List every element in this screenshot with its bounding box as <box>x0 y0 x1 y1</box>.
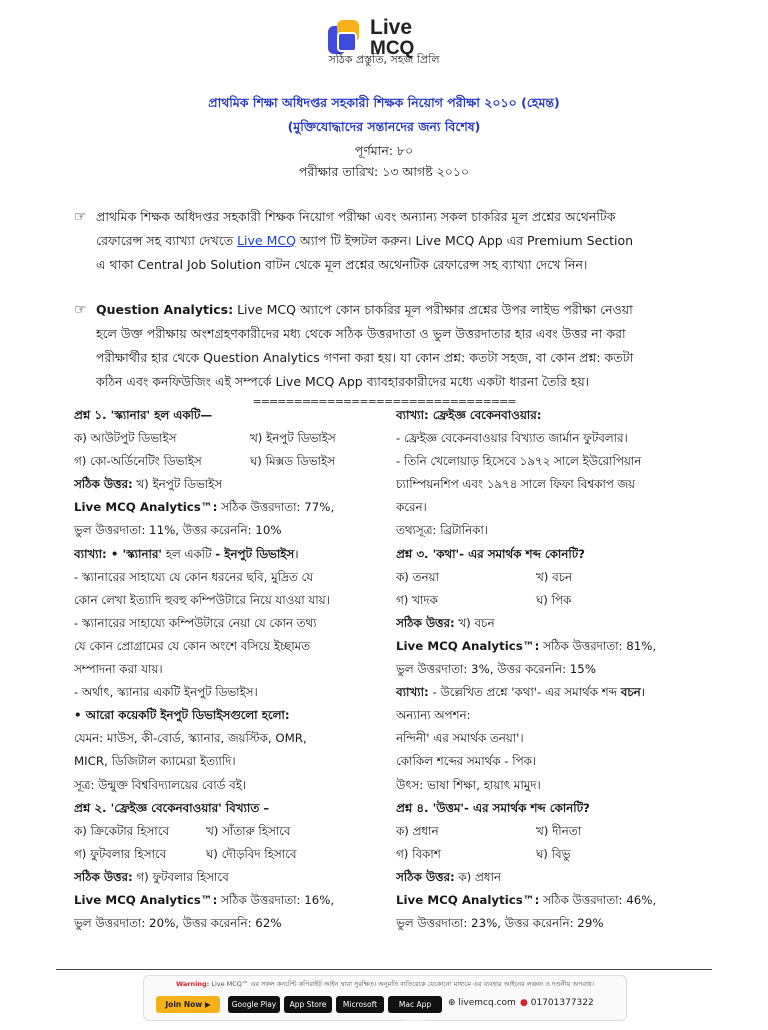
answer-text: গ) ফুটবলার হিসাবে <box>132 869 229 884</box>
analytics <box>396 889 726 912</box>
analytics-label: Live MCQ Analytics™: <box>396 638 540 653</box>
logo-text-live: Live <box>370 16 413 39</box>
source-line: উৎস: ভাষা শিক্ষা, হায়াৎ মামুদ। <box>396 777 541 792</box>
option: গ) ফুটবলার হিসাবে <box>74 846 167 861</box>
explanation-text: । <box>294 546 299 561</box>
logo-text-mcq: MCQ <box>370 38 415 59</box>
option: ঘ) পিক <box>536 592 572 607</box>
analytics-label: Live MCQ Analytics™: <box>74 892 218 907</box>
join-now-button[interactable]: Join Now ▶ <box>156 996 220 1013</box>
explanation-label: ব্যাখ্যা: • 'স্ক্যানার' <box>74 546 162 561</box>
phone-number: 01701377322 <box>530 998 594 1008</box>
analytics-line: ভুল উত্তরদাতা: 11%, উত্তর করেননি: 10% <box>74 523 282 538</box>
question-3: প্রশ্ন ৩. 'কথা'- এর সমার্থক শব্দ কোনটি? <box>396 546 585 561</box>
option: ঘ) বিভু <box>536 846 571 861</box>
explanation-line: নন্দিনী' এর সমার্থক তনয়া'। <box>396 731 524 746</box>
intro-line: পরীক্ষার্থীর হার থেকে Question Analytics গণনা করা হয়। যা কোন প্রশ্ন: কতটা সহজ, বা কোন প্রশ্ন: কতটা <box>96 350 634 365</box>
explanation-text: - উল্লেখিত প্রশ্নে 'কথা'- এর সমার্থক শব্দ <box>428 685 621 700</box>
footer-banner <box>143 975 627 1026</box>
options-row <box>74 427 404 450</box>
option: ক) ক্রিকেটার হিসাবে <box>74 823 170 838</box>
analytics <box>396 635 726 658</box>
analytics-text: সঠিক উত্তরদাতা: 77%, <box>217 500 335 515</box>
answer-text: খ) বচন <box>454 615 495 630</box>
intro-line <box>96 298 696 322</box>
correct-answer <box>396 612 726 635</box>
live-mcq-link[interactable]: Live MCQ <box>237 233 296 248</box>
question-2: প্রশ্ন ২. 'ফ্রেইজ্ঞ বেকেনবাওয়ার' বিখ্যাত – <box>74 800 270 815</box>
intro-line: প্রাথমিক শিক্ষক অধিদপ্তর সহকারী শিক্ষক নিয়োগ পরীক্ষা এবং অন্যান্য সকল চাকরির মূল প্রশ্নের অথেনটিক <box>96 209 616 224</box>
explanation <box>396 681 726 704</box>
footer-divider <box>56 969 712 970</box>
separator: ================================ <box>252 395 516 408</box>
option: ক) প্রধান <box>396 823 439 838</box>
option: খ) ইনপুট ডিভাইস <box>250 431 336 446</box>
analytics-text: সঠিক উত্তরদাতা: 46%, <box>539 892 657 907</box>
options-row <box>74 820 404 843</box>
app-store-button[interactable]: App Store <box>284 996 332 1013</box>
option: গ) বিকাশ <box>396 846 441 861</box>
analytics-line: ভুল উত্তরদাতা: 23%, উত্তর করেননি: 29% <box>396 916 604 931</box>
analytics <box>74 889 404 912</box>
source-line: সূত্র: উন্মুক্ত বিশ্ববিদ্যালয়ের বোর্ড বই। <box>74 777 247 792</box>
options-row <box>396 843 726 866</box>
intro-line: কঠিন এবং কনফিউজিং এই সম্পর্কে Live MCQ App ব্যাবহারকারীদের মধ্যে একটা ধারনা তৈরি হয়। <box>96 374 590 389</box>
explanation-line: অন্যান্য অপশন: <box>396 708 471 723</box>
phone <box>520 998 594 1008</box>
option: খ) দীনতা <box>536 823 581 838</box>
explanation-line: - স্ক্যানারের সাহায্যে যে কোন ধরনের ছবি, মুদ্রিত যে <box>74 569 314 584</box>
exam-title: প্রাথমিক শিক্ষা অধিদপ্তর সহকারী শিক্ষক নিয়োগ পরীক্ষা ২০১০ (হেমন্ত) <box>208 95 560 110</box>
analytics-line: ভুল উত্তরদাতা: 20%, উত্তর করেননি: 62% <box>74 916 282 931</box>
options-row <box>74 843 404 866</box>
warning-text: Live MCQ™ এর সকল কনটেন্ট কপিরাইট আইন দ্বারা সুরক্ষিত। অনুমতি ব্যতিরেকে যেকোনো মাধ্যমে এর ব্যবহার আইনের লঙ্ঘন ও দণ্ডনীয় অপরাধ। <box>209 980 595 988</box>
analytics-line: ভুল উত্তরদাতা: 3%, উত্তর করেননি: 15% <box>396 662 597 677</box>
mac-app-store-button[interactable]: Mac App Store <box>388 996 442 1013</box>
explanation <box>74 543 404 566</box>
explanation-line: যেমন: মাউস, কী-বোর্ড, স্ক্যানার, জয়স্টিক, OMR, <box>74 731 307 746</box>
answer-label: সঠিক উত্তর: <box>74 869 133 884</box>
options-row <box>396 589 726 612</box>
answer-label: সঠিক উত্তর: <box>74 477 133 492</box>
option: ঘ) মিক্সড ডিভাইস <box>250 454 335 469</box>
intro-line: এ থাকা Central Job Solution বাটন থেকে মূল প্রশ্নের অথেনটিক রেফারেন্স সহ ব্যাখ্যা দেখে নিন। <box>96 257 588 272</box>
explanation-text: হল একটি <box>161 546 216 561</box>
explanation-line: যে কোন প্রোগ্রামের যে কোন অংশে বসিয়ে ইচ্ছামত <box>74 638 311 653</box>
answer-label: সঠিক উত্তর: <box>396 615 455 630</box>
explanation-label: ব্যাখ্যা: <box>396 685 429 700</box>
intro-line: হলে উক্ত পরীক্ষায় অংশগ্রহণকারীদের মধ্য থেকে সঠিক উত্তরদাতা ও ভুল উত্তরদাতার হার এবং উত্তর না করা <box>96 326 626 341</box>
option: ঘ) দৌড়বিদ হিসাবে <box>206 846 297 861</box>
intro-paragraph-1 <box>96 205 696 277</box>
explanation-bold: বচন <box>620 685 641 700</box>
explanation-line: সম্পাদনা করা যায়। <box>74 662 163 677</box>
explanation-line: চ্যাম্পিয়নশিপ এবং ১৯৭৪ সালে ফিফা বিশ্বকাপ জয় <box>396 477 636 492</box>
answer-text: খ) ইনপুট ডিভাইস <box>132 477 223 492</box>
option: খ) সাঁতারু হিসাবে <box>206 823 291 838</box>
hand-pointer-icon: ☞ <box>74 209 87 225</box>
copyright-warning <box>144 979 626 990</box>
right-column <box>396 404 726 935</box>
explanation-line: - অর্থাৎ, স্ক্যানার একটি ইনপুট ডিভাইস। <box>74 685 258 700</box>
intro-paragraph-2 <box>96 298 696 394</box>
option: খ) বচন <box>536 569 573 584</box>
analytics-label: Live MCQ Analytics™: <box>74 500 218 515</box>
option: ক) আউটপুট ডিভাইস <box>74 431 177 446</box>
correct-answer <box>74 866 404 889</box>
full-marks: পূর্ণমান: ৮০ <box>354 143 414 158</box>
website[interactable] <box>448 998 516 1008</box>
explanation-text: । <box>640 685 646 700</box>
option: গ) খাদক <box>396 592 438 607</box>
source-line: তথ্যসূত্র: ব্রিটানিকা। <box>396 523 489 538</box>
explanation-bold: - ইনপুট ডিভাইস <box>215 546 295 561</box>
website-link[interactable]: livemcq.com <box>458 998 516 1008</box>
correct-answer <box>74 473 404 496</box>
explanation-line: • আরো কয়েকটি ইনপুট ডিভাইসগুলো হলো: <box>74 708 290 723</box>
intro-text: অ্যাপ টি ইন্সটল করুন। Live MCQ App এর Premium Section <box>295 233 634 248</box>
option: গ) কো-অর্ডিনেটিং ডিভাইস <box>74 454 202 469</box>
intro-text: রেফারেন্স সহ ব্যাখ্যা দেখতে <box>96 233 238 248</box>
analytics-label: Live MCQ Analytics™: <box>396 892 540 907</box>
explanation-line: - স্ক্যানারের সাহায্যে কম্পিউটারে নেয়া যে কোন তথ্য <box>74 615 317 630</box>
options-row <box>74 450 404 473</box>
options-row <box>396 820 726 843</box>
answer-label: সঠিক উত্তর: <box>396 869 455 884</box>
analytics-text: সঠিক উত্তরদাতা: 81%, <box>539 638 657 653</box>
analytics-text: সঠিক উত্তরদাতা: 16%, <box>217 892 335 907</box>
google-play-button[interactable]: Google Play <box>228 996 280 1013</box>
correct-answer <box>396 866 726 889</box>
globe-icon: ⊕ <box>448 998 456 1008</box>
question-1: প্রশ্ন ১. 'স্ক্যানার' হল একটি— <box>74 408 213 422</box>
answer-text: ক) প্রধান <box>454 869 501 884</box>
explanation-line: কোকিল শব্দের সমার্থক - পিক। <box>396 754 537 769</box>
left-column <box>74 404 404 935</box>
option: ক) তনয়া <box>396 569 439 584</box>
intro-text: Live MCQ অ্যাপে কোন চাকরির মূল পরীক্ষার প্রশ্নের উপর লাইভ পরীক্ষা নেওয়া <box>233 302 633 317</box>
explanation-line: - তিনি খেলোয়াড় হিসেবে ১৯৭২ সালে ইউরোপিয়ান <box>396 454 642 469</box>
intro-line <box>96 229 696 253</box>
phone-icon: ● <box>520 998 528 1008</box>
explanation-line: করেন। <box>396 500 427 515</box>
exam-subtitle: (মুক্তিযোদ্ধাদের সন্তানদের জন্য বিশেষ) <box>287 119 481 134</box>
exam-date: পরীক্ষার তারিখ: ১৩ আগষ্ট ২০১০ <box>298 164 470 179</box>
brand-tagline: সঠিক প্রস্তুতি, সহজ প্রিলি <box>328 53 440 66</box>
warning-label: Warning: <box>175 980 210 988</box>
analytics <box>74 496 404 519</box>
explanation-line: MICR, ডিজিটাল ক্যামেরা ইত্যাদি। <box>74 754 236 769</box>
hand-pointer-icon: ☞ <box>74 302 87 318</box>
explanation-line: - ফ্রেইজ্ঞ বেকেনবাওয়ার বিখ্যাত জার্মান ফুটবলার। <box>396 431 628 446</box>
microsoft-store-button[interactable]: Microsoft <box>336 996 384 1013</box>
options-row <box>396 566 726 589</box>
explanation-heading: ব্যাখ্যা: ফ্রেইজ্ঞ বেকেনবাওয়ার: <box>396 408 542 422</box>
question-4: প্রশ্ন ৪. 'উত্তম'- এর সমার্থক শব্দ কোনটি? <box>396 800 590 815</box>
analytics-label: Question Analytics: <box>96 302 234 317</box>
explanation-line: কোন লেখা ইত্যাদি হুবহু কম্পিউটারে নিয়ে যাওয়া যায়। <box>74 592 330 607</box>
